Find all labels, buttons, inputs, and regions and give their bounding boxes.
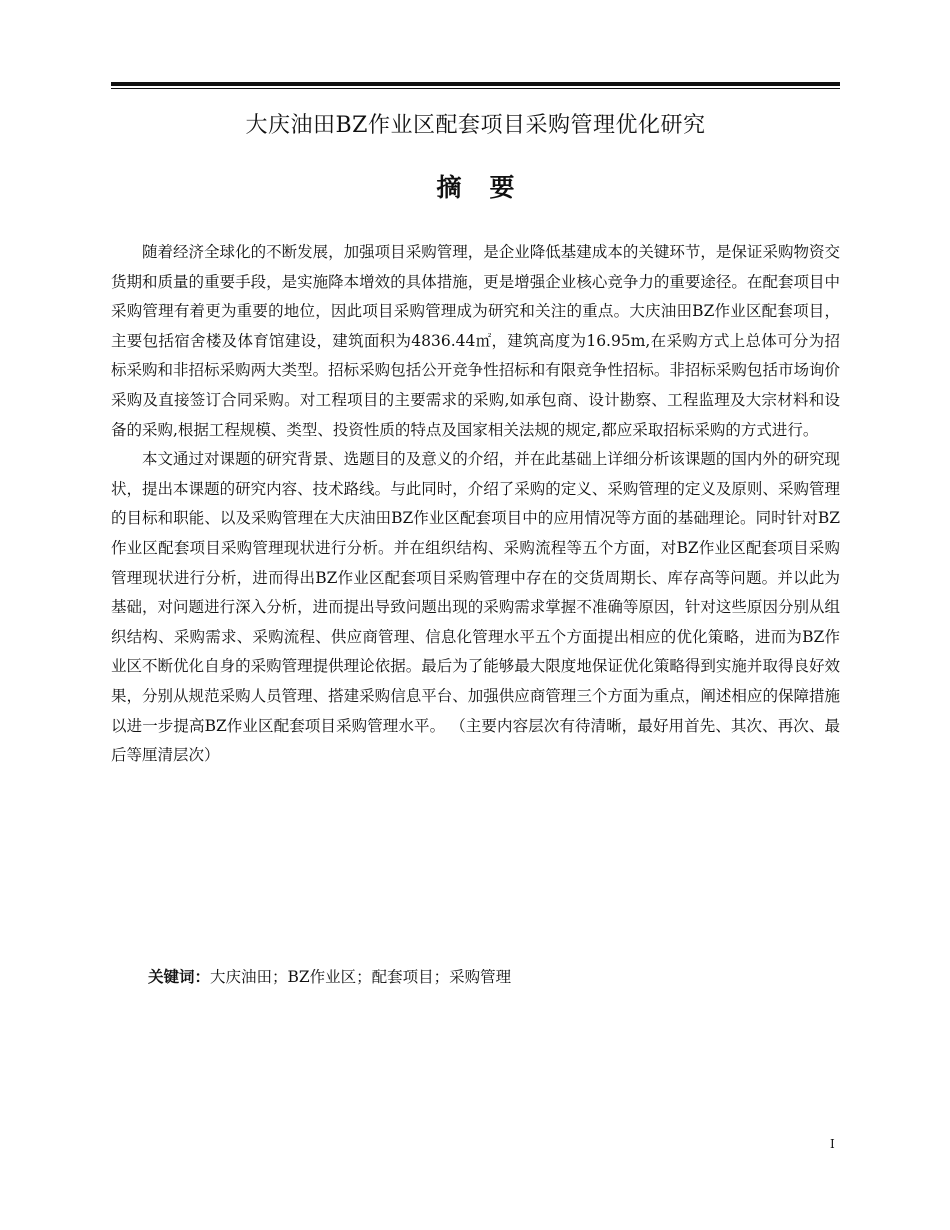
abstract-body xyxy=(111,238,840,771)
keywords-line xyxy=(148,962,511,992)
document-title: 大庆油田BZ作业区配套项目采购管理优化研究 xyxy=(245,113,706,138)
header-rule-thick xyxy=(111,82,840,86)
abstract-heading: 摘要 xyxy=(436,173,543,202)
page-number: I xyxy=(830,1137,835,1151)
keywords-value: 大庆油田；BZ作业区；配套项目；采购管理 xyxy=(210,968,512,986)
header-rule-thin xyxy=(111,88,840,89)
abstract-paragraph-1: 随着经济全球化的不断发展，加强项目采购管理，是企业降低基建成本的关键环节，是保证采购物资交货期和质量的重要手段，是实施降本增效的具体措施，更是增强企业核心竞争力的重要途径。在配套项目中采购管理有着更为重要的地位，因此项目采购管理成为研究和关注的重点。大庆油田BZ作业区配套项目，主要包括宿舍楼及体育馆建设，建筑面积为4836.44㎡，建筑高度为16.95m,在采购方式上总体可分为招标采购和非招标采购两大类型。招标采购包括公开竞争性招标和有限竞争性招标。非招标采购包括市场询价采购及直接签订合同采购。对工程项目的主要需求的采购,如承包商、设计勘察、工程监理及大宗材料和设备的采购,根据工程规模、类型、投资性质的特点及国家相关法规的规定,都应采取招标采购的方式进行。 xyxy=(111,243,840,439)
keywords-label: 关键词： xyxy=(148,968,211,986)
abstract-paragraph-2: 本文通过对课题的研究背景、选题目的及意义的介绍，并在此基础上详细分析该课题的国内外的研究现状，提出本课题的研究内容、技术路线。与此同时，介绍了采购的定义、采购管理的定义及原则、采购管理的目标和职能、以及采购管理在大庆油田BZ作业区配套项目中的应用情况等方面的基础理论。同时针对BZ作业区配套项目采购管理现状进行分析。并在组织结构、采购流程等五个方面，对BZ作业区配套项目采购管理现状进行分析，进而得出BZ作业区配套项目采购管理中存在的交货周期长、库存高等问题。并以此为基础，对问题进行深入分析，进而提出导致问题出现的采购需求掌握不准确等原因，针对这些原因分别从组织结构、采购需求、采购流程、供应商管理、信息化管理水平五个方面提出相应的优化策略，进而为BZ作业区不断优化自身的采购管理提供理论依据。最后为了能够最大限度地保证优化策略得到实施并取得良好效果，分别从规范采购人员管理、搭建采购信息平台、加强供应商管理三个方面为重点，阐述相应的保障措施以进一步提高BZ作业区配套项目采购管理水平。 （主要内容层次有待清晰，最好用首先、其次、再次、最后等厘清层次） xyxy=(111,450,840,765)
